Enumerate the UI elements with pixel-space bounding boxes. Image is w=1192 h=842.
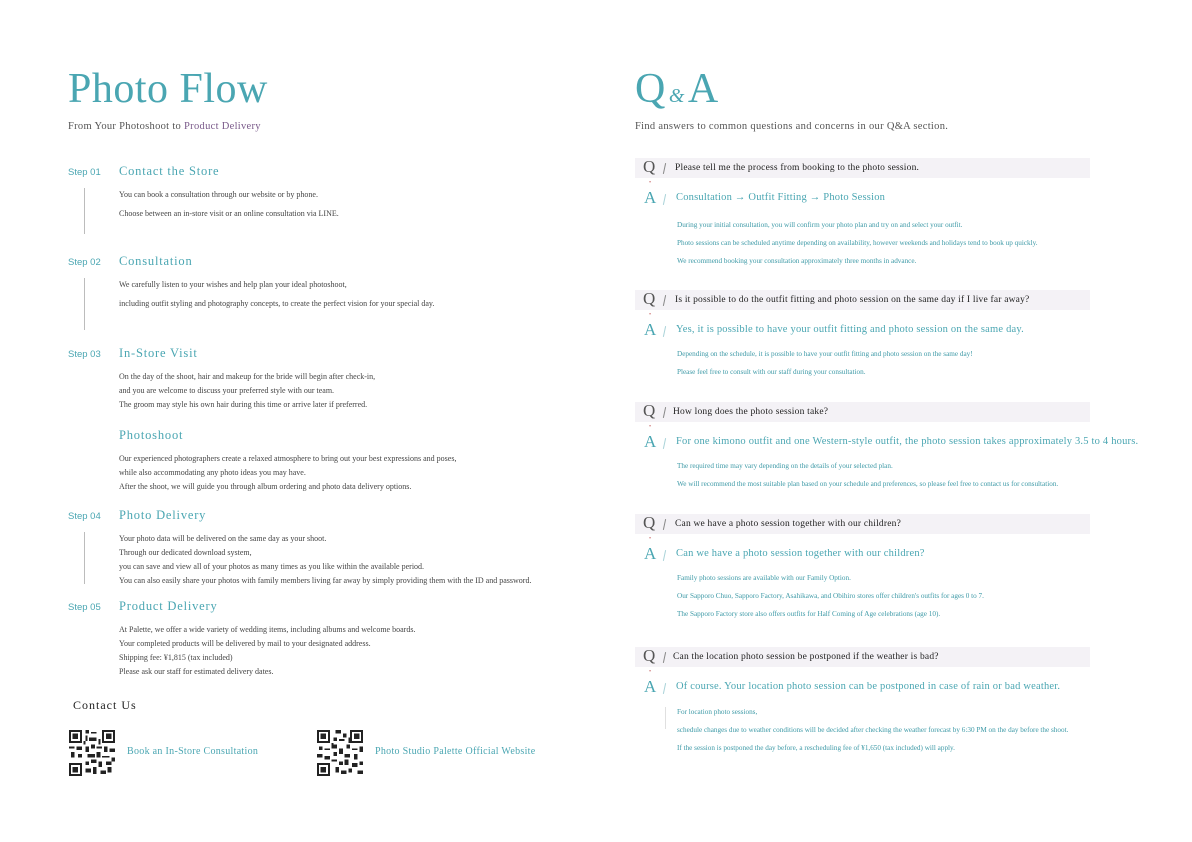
- step-number: Step 01: [68, 167, 101, 178]
- step-title: Photo Delivery: [119, 508, 207, 522]
- answer-details: [677, 457, 1058, 493]
- answer-line: The required time may vary depending on the details of your selected plan.: [677, 462, 893, 470]
- question-mark: Q: [643, 401, 656, 420]
- step-number: Step 05: [68, 602, 101, 613]
- qa-title: [635, 68, 719, 110]
- step-line: including outfit styling and photography concepts, to create the perfect vision for your special day.: [119, 299, 435, 308]
- answer-heading: Yes, it is possible to have your outfit fitting and photo session on the same day.: [676, 324, 1025, 335]
- step-line: you can save and view all of your photos as many times as you like within the available period.: [119, 562, 425, 571]
- answer-line: schedule changes due to weather conditions will be decided after checking the weather forecast by 6:30 PM on the day before the shoot.: [677, 726, 1069, 734]
- qa-title-amp: &: [668, 85, 685, 107]
- answer-line: For location photo sessions,: [677, 708, 758, 716]
- contact-us-heading: Contact Us: [73, 698, 137, 712]
- answer-mark: A: [644, 188, 657, 207]
- official-website-link[interactable]: Photo Studio Palette Official Website: [375, 746, 536, 757]
- step-line: while also accommodating any photo ideas you may have.: [119, 468, 306, 477]
- step-divider: [84, 532, 85, 584]
- answer-line: Family photo sessions are available with our Family Option.: [677, 574, 851, 582]
- step-description: [119, 370, 375, 412]
- answer-line: Our Sapporo Chuo, Sapporo Factory, Asahikawa, and Obihiro stores offer children's outfits for ages 0 to 7.: [677, 592, 984, 600]
- step-line: On the day of the shoot, hair and makeup for the bride will begin after check-in,: [119, 372, 376, 381]
- step-title: Consultation: [119, 254, 193, 268]
- dot-decoration: •: [649, 424, 652, 430]
- dot-decoration: •: [649, 669, 652, 675]
- dot-decoration: •: [649, 312, 652, 318]
- question-text: Please tell me the process from booking to the photo session.: [675, 163, 920, 173]
- step-title: Contact the Store: [119, 164, 220, 178]
- question-text: Is it possible to do the outfit fitting and photo session on the same day if I live far away?: [675, 295, 1030, 305]
- question-mark: Q: [643, 289, 656, 308]
- answer-heading: Can we have a photo session together with our children?: [676, 548, 925, 559]
- step-title: In-Store Visit: [119, 346, 198, 360]
- step-line: Through our dedicated download system,: [119, 548, 252, 557]
- step-line: Our experienced photographers create a relaxed atmosphere to bring out your best expressions and poses,: [119, 454, 457, 463]
- answer-separator: [663, 194, 666, 205]
- subtitle-accent: Product Delivery: [184, 121, 261, 132]
- answer-separator: [663, 550, 666, 561]
- answer-line: We will recommend the most suitable plan based on your schedule and preferences, so please feel free to contact us for consultation.: [677, 480, 1059, 488]
- subtitle-prefix: From Your Photoshoot to: [68, 121, 185, 132]
- question-mark: Q: [643, 157, 656, 176]
- answer-mark: A: [644, 432, 657, 451]
- qr-code-icon[interactable]: [69, 730, 115, 776]
- photo-flow-subtitle: [68, 121, 261, 132]
- step-line: and you are welcome to discuss your preferred style with our team.: [119, 386, 335, 395]
- step-title: Product Delivery: [119, 599, 218, 613]
- step-number: Step 02: [68, 257, 101, 268]
- answer-separator: [663, 683, 666, 694]
- step-divider: [84, 278, 85, 330]
- qa-subtitle: Find answers to common questions and concerns in our Q&A section.: [635, 121, 949, 132]
- question-mark: Q: [643, 513, 656, 532]
- answer-mark: A: [644, 677, 657, 696]
- answer-heading: Consultation → Outfit Fitting → Photo Session: [676, 192, 886, 203]
- step-line: You can book a consultation through our website or by phone.: [119, 190, 318, 199]
- step-number: Step 03: [68, 349, 101, 360]
- step-description: [119, 452, 456, 494]
- step-description: [119, 188, 339, 221]
- step-line: The groom may style his own hair during this time or arrive later if preferred.: [119, 400, 368, 409]
- step-line: After the shoot, we will guide you through album ordering and photo data delivery options.: [119, 482, 412, 491]
- qa-title-a: A: [687, 66, 719, 112]
- answer-heading: For one kimono outfit and one Western-style outfit, the photo session takes approximately 3.5 to 4 hours.: [676, 436, 1139, 447]
- step-title: Photoshoot: [119, 428, 184, 442]
- answer-line: Depending on the schedule, it is possible to have your outfit fitting and photo session on the same day!: [677, 350, 973, 358]
- answer-mark: A: [644, 544, 657, 563]
- step-description: [119, 623, 415, 679]
- step-description: [119, 278, 434, 311]
- answer-details: [677, 569, 984, 623]
- answer-line: We recommend booking your consultation approximately three months in advance.: [677, 257, 917, 265]
- book-consultation-link[interactable]: Book an In-Store Consultation: [127, 746, 259, 757]
- qa-title-q: Q: [635, 66, 666, 112]
- step-line: Your completed products will be delivered by mail to your designated address.: [119, 639, 371, 648]
- step-line: Shipping fee: ¥1,815 (tax included): [119, 653, 233, 662]
- question-text: Can the location photo session be postponed if the weather is bad?: [673, 652, 939, 662]
- step-line: Please ask our staff for estimated delivery dates.: [119, 667, 274, 676]
- step-line: We carefully listen to your wishes and help plan your ideal photoshoot,: [119, 280, 347, 289]
- question-mark: Q: [643, 646, 656, 665]
- step-line: Your photo data will be delivered on the same day as your shoot.: [119, 534, 327, 543]
- step-number: Step 04: [68, 511, 101, 522]
- step-line: At Palette, we offer a wide variety of wedding items, including albums and welcome boards.: [119, 625, 416, 634]
- step-line: You can also easily share your photos with family members living far away by simply providing them with the ID and password.: [119, 576, 532, 585]
- answer-separator: [663, 326, 666, 337]
- answer-details: [677, 216, 1038, 270]
- answer-line: If the session is postponed the day before, a rescheduling fee of ¥1,650 (tax included) will apply.: [677, 744, 955, 752]
- step-description: [119, 532, 531, 588]
- answer-line: Please feel free to consult with our staff during your consultation.: [677, 368, 866, 376]
- answer-heading: Of course. Your location photo session can be postponed in case of rain or bad weather.: [676, 681, 1061, 692]
- dot-decoration: •: [649, 180, 652, 186]
- answer-line: During your initial consultation, you will confirm your photo plan and try on and select your outfit.: [677, 221, 963, 229]
- step-line: Choose between an in-store visit or an online consultation via LINE.: [119, 209, 339, 218]
- answer-divider: [665, 707, 666, 729]
- answer-line: The Sapporo Factory store also offers outfits for Half Coming of Age celebrations (age 10).: [677, 610, 941, 618]
- question-text: How long does the photo session take?: [673, 407, 829, 417]
- answer-details: [677, 345, 973, 381]
- photo-flow-title: Photo Flow: [68, 66, 268, 112]
- qr-code-icon[interactable]: [317, 730, 363, 776]
- question-text: Can we have a photo session together with our children?: [675, 519, 902, 529]
- answer-details: [677, 703, 1068, 757]
- dot-decoration: •: [649, 536, 652, 542]
- answer-line: Photo sessions can be scheduled anytime depending on availability, however weekends and holidays tend to book up quickly.: [677, 239, 1038, 247]
- answer-mark: A: [644, 320, 657, 339]
- answer-separator: [663, 438, 666, 449]
- step-divider: [84, 188, 85, 234]
